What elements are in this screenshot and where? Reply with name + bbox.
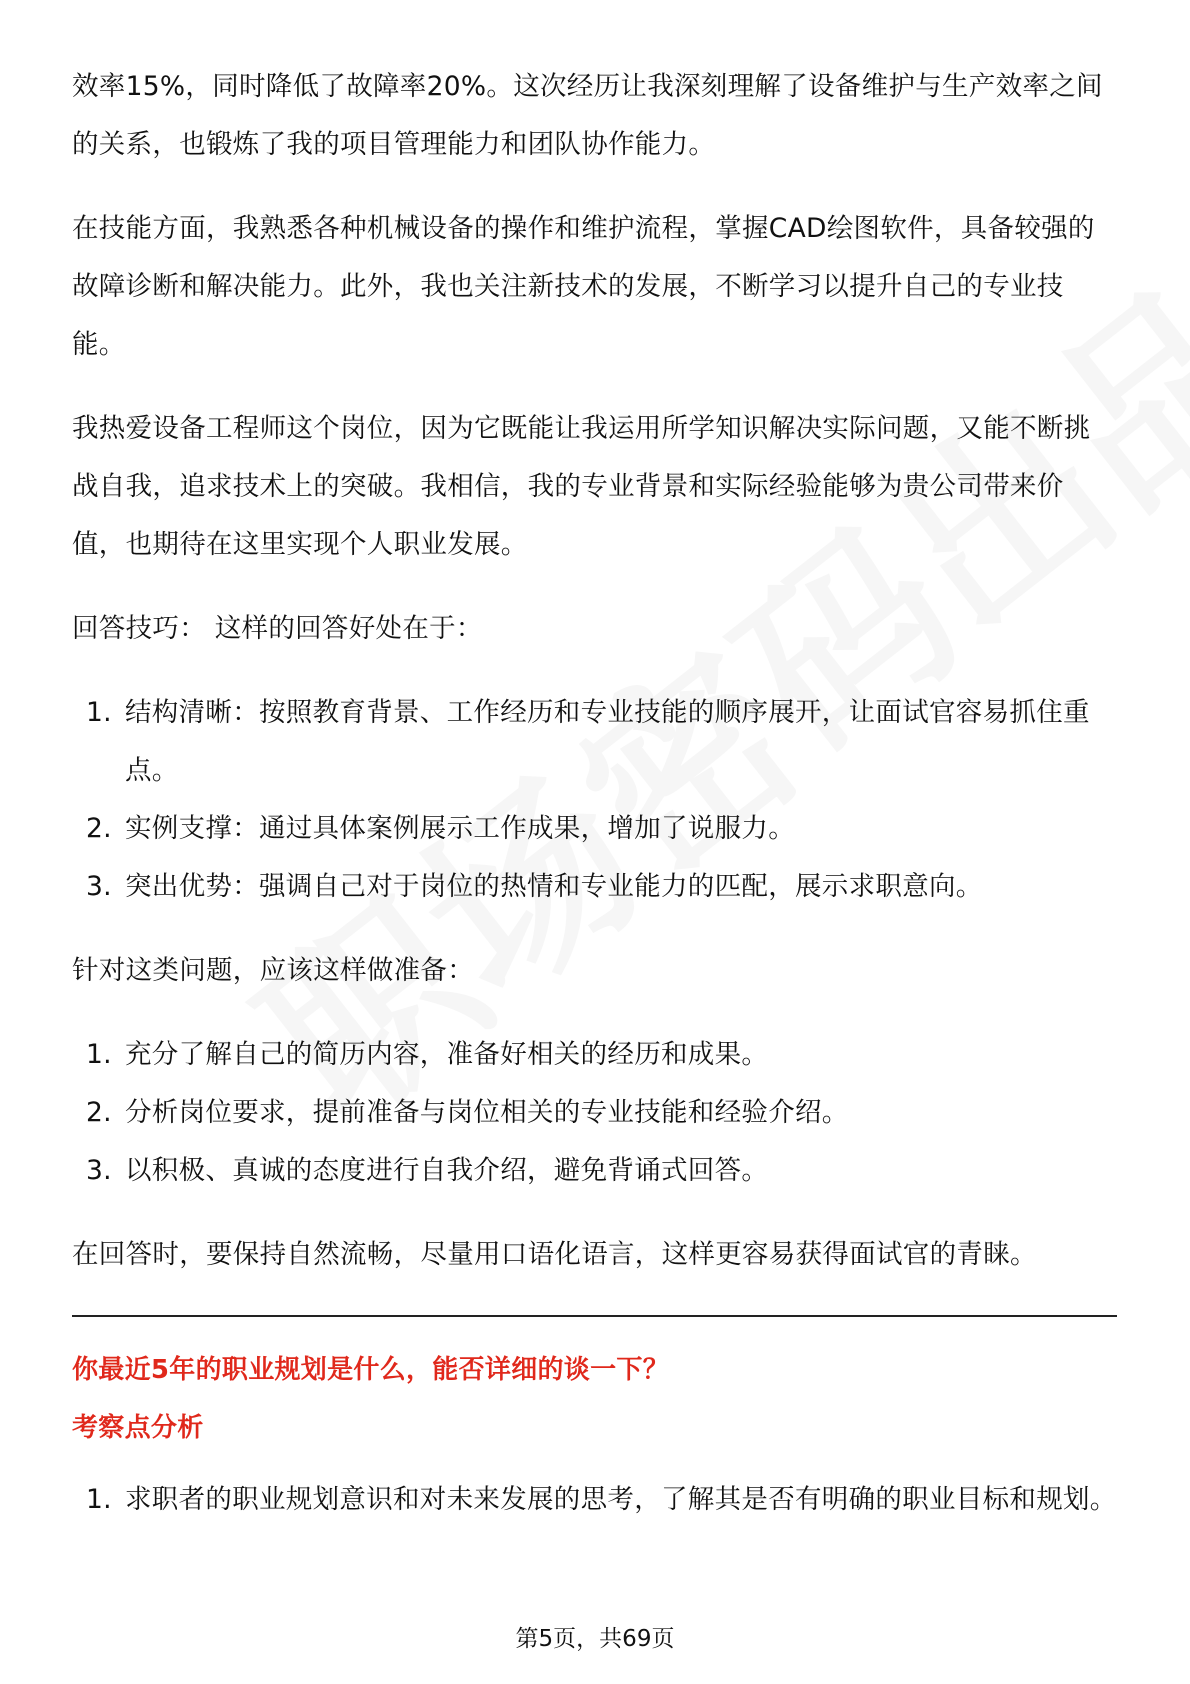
list-number: 1. <box>86 697 112 728</box>
page-footer: 第5页，共69页 <box>515 1626 675 1652</box>
list-text: 结构清晰：按照教育背景、工作经历和专业技能的顺序展开，让面试官容易抓住重点。 <box>125 697 1090 786</box>
list-text: 求职者的职业规划意识和对未来发展的思考，了解其是否有明确的职业目标和规划。 <box>125 1484 1117 1515</box>
prep-intro: 针对这类问题，应该这样做准备： <box>72 955 474 986</box>
list-text: 突出优势：强调自己对于岗位的热情和专业能力的匹配，展示求职意向。 <box>125 871 983 902</box>
list-item <box>72 1026 1117 1084</box>
list-item <box>72 1142 1117 1200</box>
list-item <box>72 800 1117 858</box>
list-text: 以积极、真诚的态度进行自我介绍，避免背诵式回答。 <box>125 1155 769 1186</box>
list-number: 2. <box>86 1097 112 1128</box>
prep-list <box>72 1026 1117 1200</box>
analysis-heading: 考察点分析 <box>72 1413 204 1443</box>
list-text: 充分了解自己的简历内容，准备好相关的经历和成果。 <box>125 1039 769 1070</box>
list-number: 1. <box>86 1039 112 1070</box>
paragraph: 在技能方面，我熟悉各种机械设备的操作和维护流程，掌握CAD绘图软件，具备较强的故障诊断和解决能力。此外，我也关注新技术的发展，不断学习以提升自己的专业技能。 <box>72 213 1095 360</box>
list-item <box>72 684 1117 800</box>
list-item <box>72 858 1117 916</box>
section-divider <box>72 1315 1117 1317</box>
closing-paragraph: 在回答时，要保持自然流畅，尽量用口语化语言，这样更容易获得面试官的青睐。 <box>72 1239 1037 1270</box>
tips-intro: 回答技巧： 这样的回答好处在于： <box>72 613 483 644</box>
document-page <box>72 58 1117 1555</box>
list-text: 分析岗位要求，提前准备与岗位相关的专业技能和经验介绍。 <box>125 1097 849 1128</box>
list-item <box>72 1471 1117 1529</box>
list-number: 1. <box>86 1484 112 1515</box>
paragraph: 效率15%，同时降低了故障率20%。这次经历让我深刻理解了设备维护与生产效率之间的关系，也锻炼了我的项目管理能力和团队协作能力。 <box>72 71 1103 160</box>
analysis-list <box>72 1471 1117 1529</box>
list-number: 2. <box>86 813 112 844</box>
list-number: 3. <box>86 871 112 902</box>
list-text: 实例支撑：通过具体案例展示工作成果，增加了说服力。 <box>125 813 795 844</box>
paragraph: 我热爱设备工程师这个岗位，因为它既能让我运用所学知识解决实际问题，又能不断挑战自我，追求技术上的突破。我相信，我的专业背景和实际经验能够为贵公司带来价值，也期待在这里实现个人职业发展。 <box>72 413 1091 560</box>
list-number: 3. <box>86 1155 112 1186</box>
list-item <box>72 1084 1117 1142</box>
question-heading: 你最近5年的职业规划是什么，能否详细的谈一下？ <box>72 1355 669 1385</box>
tips-list <box>72 684 1117 916</box>
